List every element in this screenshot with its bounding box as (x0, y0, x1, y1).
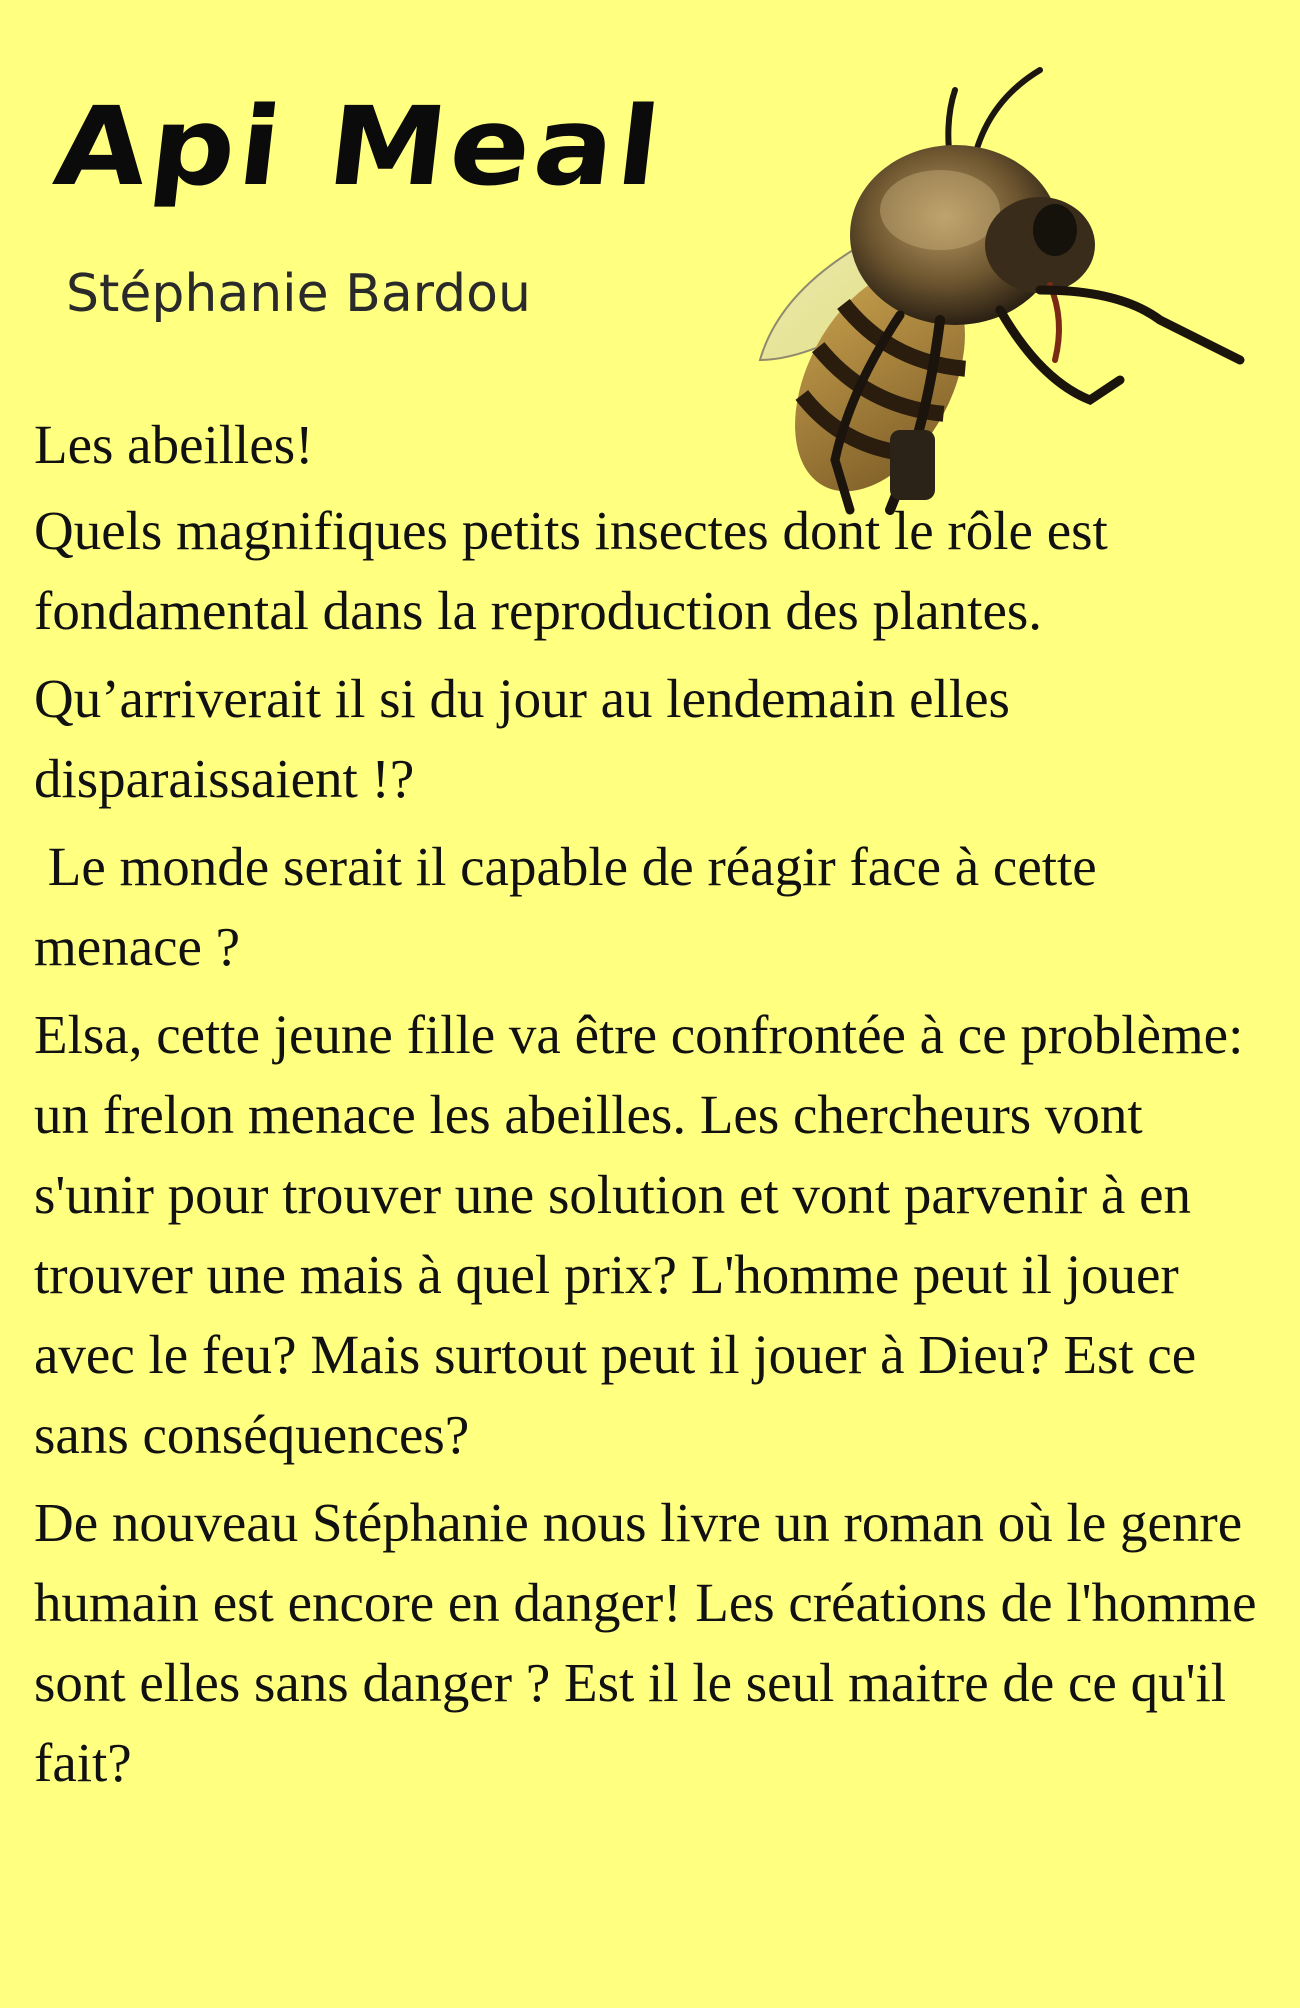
blurb-paragraph: Qu’arriverait il si du jour au lendemain elles disparaissaient !? (34, 668, 1010, 809)
blurb-paragraph: Quels magnifiques petits insectes dont le rôle est fondamental dans la reproduction des plantes. (34, 500, 1108, 641)
blurb-paragraph: Le monde serait il capable de réagir face à cette menace ? (34, 836, 1111, 977)
book-title: Api Meal (48, 82, 670, 210)
book-blurb (34, 405, 1274, 1811)
blurb-paragraph: Les abeilles! (34, 414, 314, 475)
blurb-paragraph: De nouveau Stéphanie nous livre un roman où le genre humain est encore en danger! Les créations de l'homme sont elles sans danger ? Est il le seul maitre de ce qu'il fait? (34, 1492, 1257, 1793)
blurb-paragraph: Elsa, cette jeune fille va être confrontée à ce problème: un frelon menace les abeilles. Les chercheurs vont s'unir pour trouver une solution et vont parvenir à en trouver une mais à quel prix? L'homme peut il jouer avec le feu? Mais surtout peut il jouer à Dieu? Est ce sans conséquences? (34, 1004, 1244, 1465)
author-name: Stéphanie Bardou (66, 264, 531, 324)
